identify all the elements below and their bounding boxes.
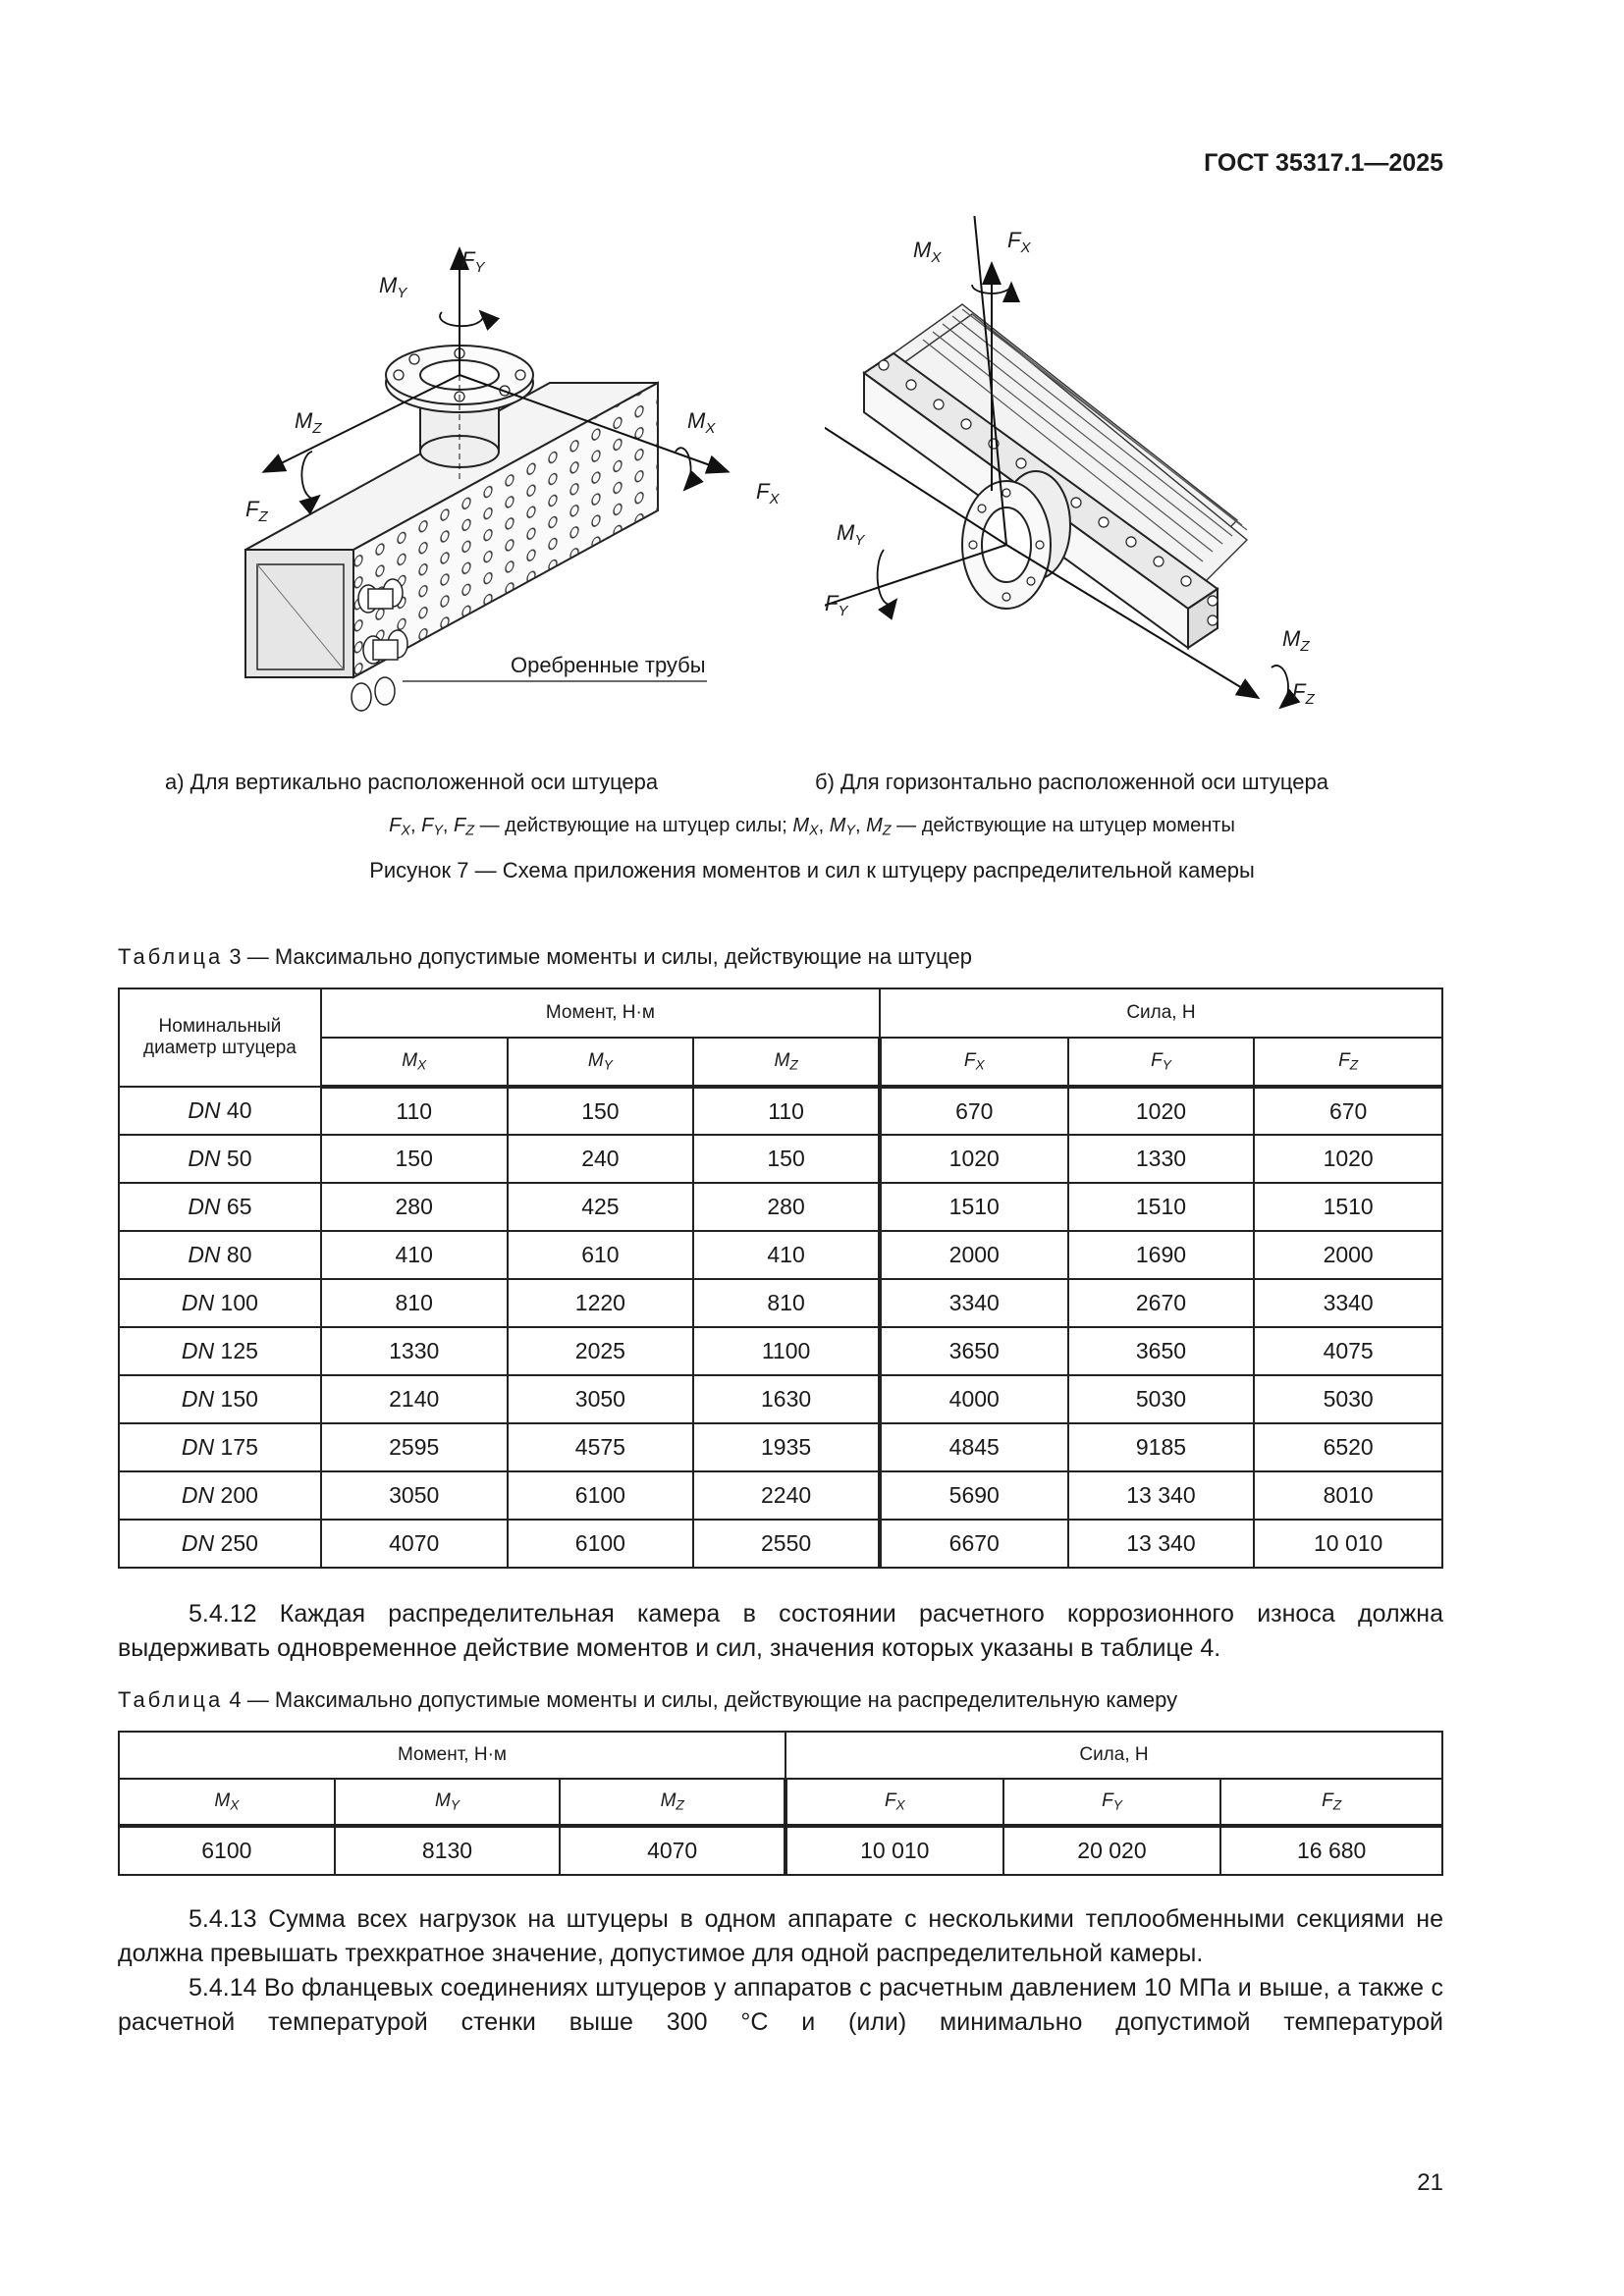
svg-text:FZ: $F_Z$ (245, 497, 268, 525)
symbol-subscript (1333, 1798, 1341, 1813)
symbol: F (884, 1790, 896, 1812)
nominal-diameter-cell (119, 1520, 321, 1568)
svg-text:FZ: $F_Z$ (1292, 679, 1315, 708)
table4 (118, 1731, 1443, 1876)
value-cell: 4575 (508, 1423, 694, 1471)
figure-a-svg (196, 226, 825, 756)
value-cell: 2000 (1254, 1231, 1442, 1279)
table-row (119, 1375, 1442, 1423)
value-cell: 1330 (1068, 1135, 1255, 1183)
subscript-letter: Y (450, 1797, 460, 1813)
svg-text:MY: $M_Y$ (837, 520, 865, 549)
value-cell: 8010 (1254, 1471, 1442, 1520)
value-cell: 1935 (693, 1423, 880, 1471)
dn-size: 40 (220, 1097, 252, 1123)
symbol: F (963, 1050, 976, 1072)
value-cell: 3050 (321, 1471, 508, 1520)
subheader-1 (335, 1779, 561, 1826)
symbol-subscript (451, 1798, 460, 1813)
svg-text:MY: $M_Y$ (379, 273, 407, 301)
table3 (118, 988, 1443, 1569)
dn-size: 175 (214, 1434, 258, 1460)
symbol-subscript (976, 1058, 985, 1073)
value-cell: 410 (321, 1231, 508, 1279)
symbol: F (1151, 1050, 1163, 1072)
value-cell: 425 (508, 1183, 694, 1231)
standard-code: ГОСТ 35317.1—2025 (1204, 149, 1443, 177)
figure-b-axes (825, 216, 1335, 756)
symbol-subscript (1350, 1058, 1358, 1073)
value-cell: 1510 (1068, 1183, 1255, 1231)
svg-text:MZ: $M_Z$ (1282, 626, 1310, 655)
symbol-subscript (604, 1058, 613, 1073)
dn-symbol: DN (181, 1338, 215, 1363)
subheader-0 (119, 1779, 335, 1826)
paragraph-5-4-13: 5.4.13 Сумма всех нагрузок на штуцеры в одном аппарате с несколькими теплообменными секциями не должна превышать трехкратное значение, допустимое для одной распределительной камеры. (118, 1905, 1443, 1967)
value-cell: 4070 (560, 1826, 785, 1875)
dn-size: 200 (214, 1482, 258, 1508)
svg-text:Оребренные трубы: Оребренные трубы (511, 653, 706, 677)
caption-b: б) Для горизонтально расположенной оси штуцера (815, 770, 1328, 794)
value-cell: 6520 (1254, 1423, 1442, 1471)
caption-a: а) Для вертикально расположенной оси штуцера (165, 770, 659, 794)
nominal-diameter-cell (119, 1375, 321, 1423)
symbol: F (1338, 1050, 1350, 1072)
symbol: F (1322, 1790, 1333, 1812)
symbol-subscript (1163, 1058, 1171, 1073)
value-cell: 1330 (321, 1327, 508, 1375)
subheader-2 (560, 1779, 785, 1826)
value-cell: 3340 (1254, 1279, 1442, 1327)
table-row (119, 1423, 1442, 1471)
figure-b-axes-svg (825, 216, 1335, 756)
value-cell: 16 680 (1220, 1826, 1442, 1875)
value-cell: 2240 (693, 1471, 880, 1520)
subheader-0 (321, 1038, 508, 1087)
table-row (119, 1279, 1442, 1327)
dn-symbol: DN (181, 1386, 215, 1412)
subheader-3 (880, 1038, 1068, 1087)
value-cell: 3340 (880, 1279, 1068, 1327)
dn-size: 65 (220, 1194, 252, 1219)
table4-title: Таблица 4 — Максимально допустимые моменты и силы, действующие на распределительную камеру (118, 1687, 1178, 1712)
subheader-5 (1220, 1779, 1442, 1826)
value-cell: 2000 (880, 1231, 1068, 1279)
value-cell: 2550 (693, 1520, 880, 1568)
symbol-subscript (789, 1058, 797, 1073)
subscript-letter: Z (1349, 1057, 1359, 1073)
symbol: M (214, 1790, 231, 1812)
value-cell: 3650 (1068, 1327, 1255, 1375)
value-cell: 13 340 (1068, 1520, 1255, 1568)
figure-legend: $F_X$, $F_Y$, $F_Z$ — действующие на штуцер силы; $M_X$, $M_Y$, $M_Z$ — действующие на штуцер моменты (389, 815, 1235, 839)
svg-text:FX: $F_X$ (756, 479, 780, 507)
table-row (119, 1135, 1442, 1183)
nominal-diameter-cell (119, 1471, 321, 1520)
value-cell: 1690 (1068, 1231, 1255, 1279)
subscript-letter: X (895, 1797, 905, 1813)
dn-size: 125 (214, 1338, 258, 1363)
table3-title: Таблица 3 — Максимально допустимые моменты и силы, действующие на штуцер (118, 944, 972, 969)
svg-text:FY: $F_Y$ (825, 591, 848, 619)
symbol: F (1102, 1790, 1113, 1812)
value-cell: 4000 (880, 1375, 1068, 1423)
symbol-subscript (896, 1798, 905, 1813)
value-cell: 2595 (321, 1423, 508, 1471)
subscript-letter: Z (676, 1797, 684, 1813)
value-cell: 13 340 (1068, 1471, 1255, 1520)
value-cell: 2140 (321, 1375, 508, 1423)
subscript-letter: Y (1162, 1057, 1171, 1073)
value-cell: 3650 (880, 1327, 1068, 1375)
nominal-diameter-cell (119, 1279, 321, 1327)
value-cell: 9185 (1068, 1423, 1255, 1471)
symbol: M (587, 1050, 604, 1072)
value-cell: 4845 (880, 1423, 1068, 1471)
table-row (119, 1087, 1442, 1135)
symbol-subscript (417, 1058, 426, 1073)
value-cell: 3050 (508, 1375, 694, 1423)
subheader-3 (785, 1779, 1003, 1826)
nominal-diameter-cell (119, 1135, 321, 1183)
value-cell: 1510 (880, 1183, 1068, 1231)
value-cell: 110 (693, 1087, 880, 1135)
value-cell: 240 (508, 1135, 694, 1183)
value-cell: 1020 (1068, 1087, 1255, 1135)
table3-header-moment: Момент, Н·м (321, 988, 880, 1038)
value-cell: 2025 (508, 1327, 694, 1375)
nominal-diameter-cell (119, 1183, 321, 1231)
value-cell: 810 (321, 1279, 508, 1327)
dn-size: 100 (214, 1290, 258, 1315)
value-cell: 810 (693, 1279, 880, 1327)
subheader-5 (1254, 1038, 1442, 1087)
nominal-diameter-cell (119, 1087, 321, 1135)
value-cell: 10 010 (1254, 1520, 1442, 1568)
value-cell: 8130 (335, 1826, 561, 1875)
value-cell: 5690 (880, 1471, 1068, 1520)
dn-symbol: DN (188, 1097, 221, 1123)
value-cell: 280 (321, 1183, 508, 1231)
dn-symbol: DN (188, 1194, 221, 1219)
symbol: M (660, 1790, 677, 1812)
subscript-letter: X (230, 1797, 240, 1813)
subscript-letter: X (975, 1057, 985, 1073)
table3-body (119, 1087, 1442, 1568)
dn-symbol: DN (181, 1482, 215, 1508)
value-cell: 5030 (1254, 1375, 1442, 1423)
value-cell: 670 (880, 1087, 1068, 1135)
dn-size: 50 (220, 1146, 252, 1171)
subscript-letter: X (417, 1057, 427, 1073)
dn-symbol: DN (181, 1530, 215, 1556)
table4-header-moment: Момент, Н·м (119, 1732, 785, 1779)
dn-symbol: DN (181, 1434, 215, 1460)
subscript-letter: Z (789, 1057, 798, 1073)
table-row (119, 1231, 1442, 1279)
svg-text:MX: $M_X$ (687, 408, 716, 437)
subheader-1 (508, 1038, 694, 1087)
dn-size: 80 (220, 1242, 252, 1267)
svg-text:MZ: $M_Z$ (295, 408, 322, 437)
symbol-subscript (1113, 1798, 1122, 1813)
dn-symbol: DN (181, 1290, 215, 1315)
table4-header-force: Сила, Н (785, 1732, 1442, 1779)
value-cell: 10 010 (785, 1826, 1003, 1875)
symbol: M (774, 1050, 790, 1072)
value-cell: 410 (693, 1231, 880, 1279)
value-cell: 4075 (1254, 1327, 1442, 1375)
svg-text:FY: $F_Y$ (461, 247, 485, 276)
value-cell: 1630 (693, 1375, 880, 1423)
subheader-2 (693, 1038, 880, 1087)
value-cell: 6670 (880, 1520, 1068, 1568)
subscript-letter: Y (1112, 1797, 1122, 1813)
value-cell: 1510 (1254, 1183, 1442, 1231)
nominal-diameter-cell (119, 1231, 321, 1279)
subheader-4 (1003, 1779, 1221, 1826)
table4-subheader-row (119, 1779, 1442, 1826)
value-cell: 150 (321, 1135, 508, 1183)
value-cell: 1020 (1254, 1135, 1442, 1183)
value-cell: 150 (508, 1087, 694, 1135)
paragraph-5-4-14: 5.4.14 Во фланцевых соединениях штуцеров у аппаратов с расчетным давлением 10 МПа и выше, а также с расчетной температурой стенки выше 300 °С и (или) минимально допустимой температурой (118, 1974, 1443, 2036)
table3-header-nominal: Номинальный диаметр штуцера (119, 988, 321, 1087)
table-row (119, 1183, 1442, 1231)
symbol-subscript (676, 1798, 683, 1813)
dn-size: 250 (214, 1530, 258, 1556)
value-cell: 6100 (508, 1520, 694, 1568)
value-cell: 5030 (1068, 1375, 1255, 1423)
value-cell: 280 (693, 1183, 880, 1231)
nominal-diameter-cell (119, 1423, 321, 1471)
nominal-diameter-cell (119, 1327, 321, 1375)
value-cell: 610 (508, 1231, 694, 1279)
value-cell: 1220 (508, 1279, 694, 1327)
value-cell: 4070 (321, 1520, 508, 1568)
table3-header-force: Сила, Н (880, 988, 1442, 1038)
paragraphs-5-4-13-14 (118, 1902, 1443, 2040)
value-cell: 150 (693, 1135, 880, 1183)
dn-symbol: DN (188, 1242, 221, 1267)
table-row (119, 1327, 1442, 1375)
value-cell: 670 (1254, 1087, 1442, 1135)
svg-text:MX: $M_X$ (913, 238, 942, 266)
value-cell: 6100 (119, 1826, 335, 1875)
value-cell: 1100 (693, 1327, 880, 1375)
table-row (119, 1520, 1442, 1568)
page-number: 21 (1417, 2169, 1443, 2196)
symbol-subscript (230, 1798, 239, 1813)
value-cell: 2670 (1068, 1279, 1255, 1327)
table-row (119, 1471, 1442, 1520)
paragraph-5-4-12: 5.4.12 Каждая распределительная камера в состоянии расчетного коррозионного износа должна выдерживать одновременное действие моментов и сил, значения которых указаны в таблице 4. (118, 1600, 1443, 1662)
value-cell: 1020 (880, 1135, 1068, 1183)
figure-title: Рисунок 7 — Схема приложения моментов и сил к штуцеру распределительной камеры (369, 858, 1255, 882)
symbol: M (402, 1050, 418, 1072)
dn-symbol: DN (188, 1146, 221, 1171)
symbol: M (435, 1790, 451, 1812)
svg-text:FX: $F_X$ (1007, 228, 1031, 256)
subscript-letter: Z (1332, 1797, 1342, 1813)
figure-a-drawing (196, 226, 825, 756)
subheader-4 (1068, 1038, 1255, 1087)
value-cell: 110 (321, 1087, 508, 1135)
value-cell: 20 020 (1003, 1826, 1221, 1875)
subscript-letter: Y (603, 1057, 613, 1073)
value-cell: 6100 (508, 1471, 694, 1520)
table4-row (119, 1826, 1442, 1875)
dn-size: 150 (214, 1386, 258, 1412)
